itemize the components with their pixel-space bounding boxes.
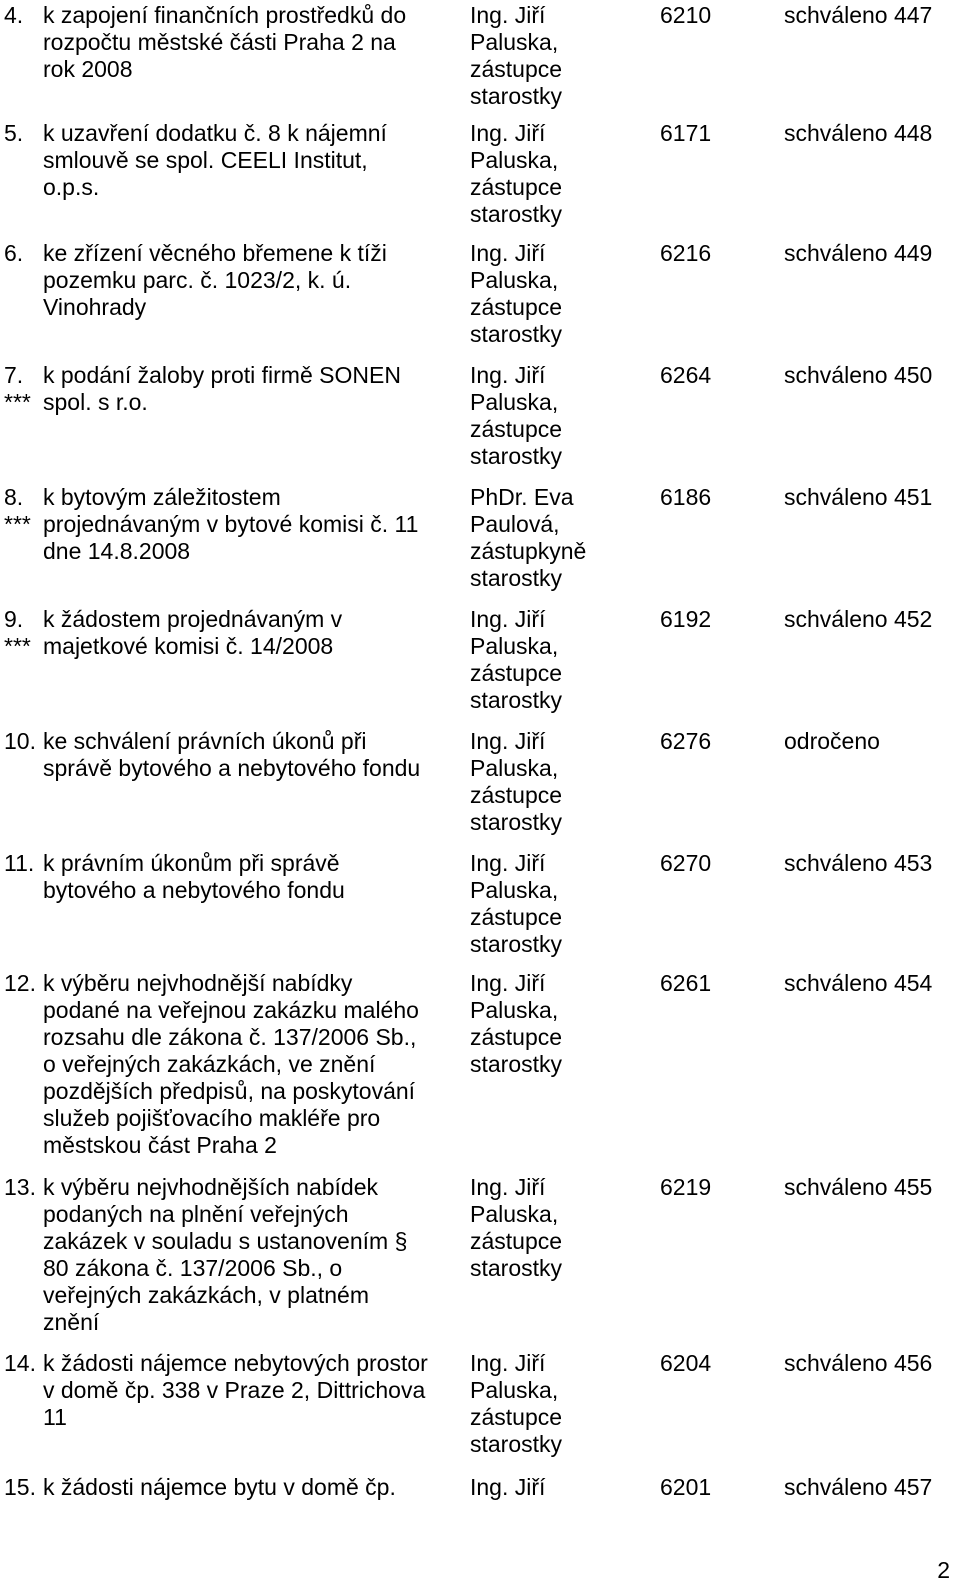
- item-document-number: 6204: [660, 1350, 712, 1376]
- item-result: schváleno 451: [784, 484, 933, 510]
- page-number: 2: [937, 1557, 950, 1583]
- item-result: odročeno: [784, 728, 880, 754]
- item-document-number: 6219: [660, 1174, 712, 1200]
- item-document-number: 6192: [660, 606, 712, 632]
- item-subject: k výběru nejvhodnějších nabídek podaných na plnění veřejných zakázek v souladu s ustanovením § 80 zákona č. 137/2006 Sb., o veřejných zakázkách, v platném znění: [43, 1174, 408, 1335]
- item-document-number: 6216: [660, 240, 712, 266]
- item-result: schváleno 447: [784, 2, 933, 28]
- item-subject: k žádosti nájemce bytu v domě čp.: [43, 1474, 396, 1500]
- item-result: schváleno 448: [784, 120, 933, 146]
- item-number: 11.: [4, 850, 35, 876]
- item-document-number: 6201: [660, 1474, 712, 1500]
- item-presenter: PhDr. Eva Paulová, zástupkyně starostky: [470, 484, 587, 591]
- item-presenter: Ing. Jiří Paluska, zástupce starostky: [470, 970, 563, 1077]
- item-document-number: 6276: [660, 728, 712, 754]
- item-subject: k právním úkonům při správě bytového a nebytového fondu: [43, 850, 345, 903]
- item-number: 13.: [4, 1174, 36, 1200]
- item-document-number: 6186: [660, 484, 712, 510]
- item-number: 4.: [4, 2, 24, 28]
- item-document-number: 6261: [660, 970, 712, 996]
- item-document-number: 6210: [660, 2, 712, 28]
- item-result: schváleno 455: [784, 1174, 933, 1200]
- item-result: schváleno 450: [784, 362, 933, 388]
- item-presenter: Ing. Jiří Paluska, zástupce starostky: [470, 240, 563, 347]
- item-number: 15.: [4, 1474, 36, 1500]
- item-result: schváleno 449: [784, 240, 933, 266]
- item-result: schváleno 452: [784, 606, 933, 632]
- item-subject: ke zřízení věcného břemene k tíži pozemku parc. č. 1023/2, k. ú. Vinohrady: [43, 240, 387, 320]
- item-document-number: 6270: [660, 850, 712, 876]
- item-number: 10.: [4, 728, 36, 754]
- item-subject: k uzavření dodatku č. 8 k nájemní smlouvě se spol. CEELI Institut, o.p.s.: [43, 120, 387, 200]
- item-subject: k žádosti nájemce nebytových prostor v domě čp. 338 v Praze 2, Dittrichova 11: [43, 1350, 428, 1430]
- item-presenter: Ing. Jiří Paluska, zástupce starostky: [470, 1174, 563, 1281]
- item-presenter: Ing. Jiří: [470, 1474, 546, 1500]
- item-presenter: Ing. Jiří Paluska, zástupce starostky: [470, 1350, 563, 1457]
- item-subject: ke schválení právních úkonů při správě bytového a nebytového fondu: [43, 728, 421, 781]
- item-subject: k zapojení finančních prostředků do rozpočtu městské části Praha 2 na rok 2008: [43, 2, 407, 82]
- item-number: 6.: [4, 240, 24, 266]
- item-document-number: 6264: [660, 362, 712, 388]
- item-number: 7. ***: [4, 362, 31, 415]
- item-presenter: Ing. Jiří Paluska, zástupce starostky: [470, 2, 563, 109]
- item-number: 5.: [4, 120, 24, 146]
- item-subject: k žádostem projednávaným v majetkové komisi č. 14/2008: [43, 606, 343, 659]
- item-subject: k podání žaloby proti firmě SONEN spol. s r.o.: [43, 362, 401, 415]
- item-result: schváleno 457: [784, 1474, 933, 1500]
- item-result: schváleno 454: [784, 970, 933, 996]
- item-result: schváleno 456: [784, 1350, 933, 1376]
- item-result: schváleno 453: [784, 850, 933, 876]
- item-subject: k bytovým záležitostem projednávaným v bytové komisi č. 11 dne 14.8.2008: [43, 484, 419, 564]
- item-presenter: Ing. Jiří Paluska, zástupce starostky: [470, 606, 563, 713]
- item-presenter: Ing. Jiří Paluska, zástupce starostky: [470, 850, 563, 957]
- item-number: 9. ***: [4, 606, 31, 659]
- item-presenter: Ing. Jiří Paluska, zástupce starostky: [470, 728, 563, 835]
- item-presenter: Ing. Jiří Paluska, zástupce starostky: [470, 362, 563, 469]
- item-number: 8. ***: [4, 484, 31, 537]
- item-document-number: 6171: [660, 120, 712, 146]
- item-subject: k výběru nejvhodnější nabídky podané na veřejnou zakázku malého rozsahu dle zákona č. 137/2006 Sb., o veřejných zakázkách, ve znění pozdějších předpisů, na poskytování služeb pojišťovacího makléře pro městskou část Praha 2: [43, 970, 419, 1158]
- item-number: 14.: [4, 1350, 36, 1376]
- item-presenter: Ing. Jiří Paluska, zástupce starostky: [470, 120, 563, 227]
- item-number: 12.: [4, 970, 36, 996]
